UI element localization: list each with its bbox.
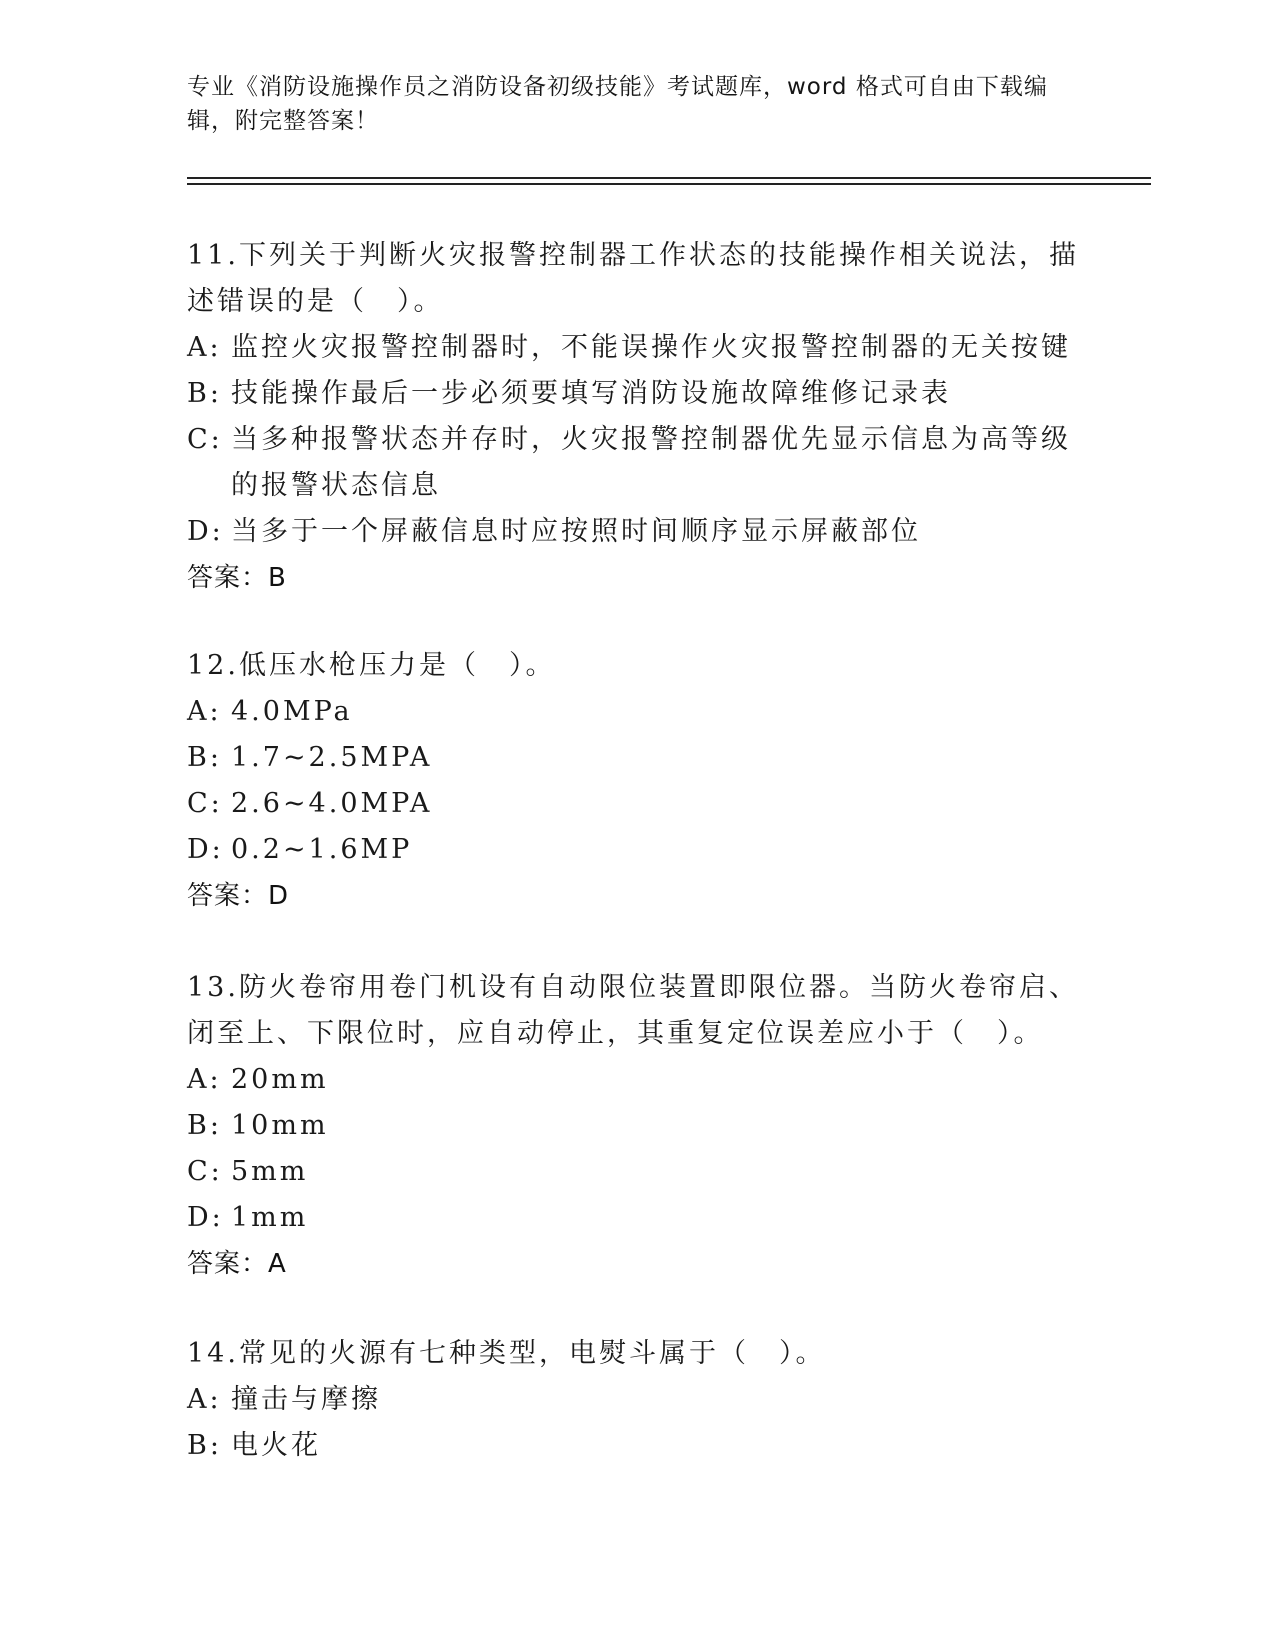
option-text: 当多种报警状态并存时，火灾报警控制器优先显示信息为高等级的报警状态信息: [231, 424, 1071, 501]
question-11: [187, 233, 1087, 601]
header-divider-top: [187, 177, 1151, 179]
option-a: [187, 689, 1087, 735]
option-letter: B:: [187, 378, 222, 409]
option-text: 0.2~1.6MP: [231, 834, 413, 865]
question-text: 11.下列关于判断火灾报警控制器工作状态的技能操作相关说法，描述错误的是（ ）。: [187, 240, 1079, 317]
option-letter: B:: [187, 742, 222, 773]
option-d: [187, 509, 1087, 555]
header-divider-bottom: [187, 183, 1151, 185]
option-letter: D:: [187, 516, 224, 547]
option-letter: A:: [187, 1384, 222, 1415]
option-text: 当多于一个屏蔽信息时应按照时间顺序显示屏蔽部位: [231, 516, 921, 547]
option-b: [187, 1103, 1087, 1149]
option-letter: A:: [187, 1064, 222, 1095]
document-header: 专业《消防设施操作员之消防设备初级技能》考试题库，word 格式可自由下载编辑，附完整答案！: [187, 74, 1048, 134]
question-text: 13.防火卷帘用卷门机设有自动限位装置即限位器。当防火卷帘启、闭至上、下限位时，应自动停止，其重复定位误差应小于（ ）。: [187, 972, 1079, 1049]
option-d: [187, 1195, 1087, 1241]
option-c: [187, 417, 1087, 509]
question-text: 14.常见的火源有七种类型，电熨斗属于（ ）。: [187, 1338, 826, 1369]
option-letter: B:: [187, 1430, 222, 1461]
option-d: [187, 827, 1087, 873]
option-text: 2.6~4.0MPA: [231, 788, 433, 819]
option-text: 1.7~2.5MPA: [231, 742, 433, 773]
answer-line: 答案：D: [187, 881, 290, 911]
option-letter: A:: [187, 332, 222, 363]
question-text: 12.低压水枪压力是（ ）。: [187, 650, 556, 681]
option-a: [187, 1057, 1087, 1103]
option-letter: A:: [187, 696, 222, 727]
question-13: [187, 965, 1087, 1287]
option-text: 10mm: [231, 1110, 329, 1141]
question-14: [187, 1331, 1087, 1469]
option-text: 1mm: [231, 1202, 309, 1233]
option-letter: D:: [187, 1202, 224, 1233]
option-text: 电火花: [231, 1430, 321, 1461]
option-b: [187, 1423, 1087, 1469]
option-a: [187, 325, 1087, 371]
option-a: [187, 1377, 1087, 1423]
option-text: 技能操作最后一步必须要填写消防设施故障维修记录表: [231, 378, 951, 409]
option-letter: B:: [187, 1110, 222, 1141]
option-c: [187, 781, 1087, 827]
option-text: 20mm: [231, 1064, 329, 1095]
option-letter: C:: [187, 424, 223, 455]
option-text: 4.0MPa: [231, 696, 353, 727]
option-b: [187, 371, 1087, 417]
option-b: [187, 735, 1087, 781]
option-letter: D:: [187, 834, 224, 865]
option-text: 撞击与摩擦: [231, 1384, 381, 1415]
option-letter: C:: [187, 1156, 223, 1187]
answer-line: 答案：A: [187, 1249, 287, 1279]
option-text: 监控火灾报警控制器时，不能误操作火灾报警控制器的无关按键: [231, 332, 1071, 363]
option-text: 5mm: [231, 1156, 309, 1187]
option-c: [187, 1149, 1087, 1195]
answer-line: 答案：B: [187, 563, 287, 593]
question-12: [187, 643, 1087, 919]
option-letter: C:: [187, 788, 223, 819]
